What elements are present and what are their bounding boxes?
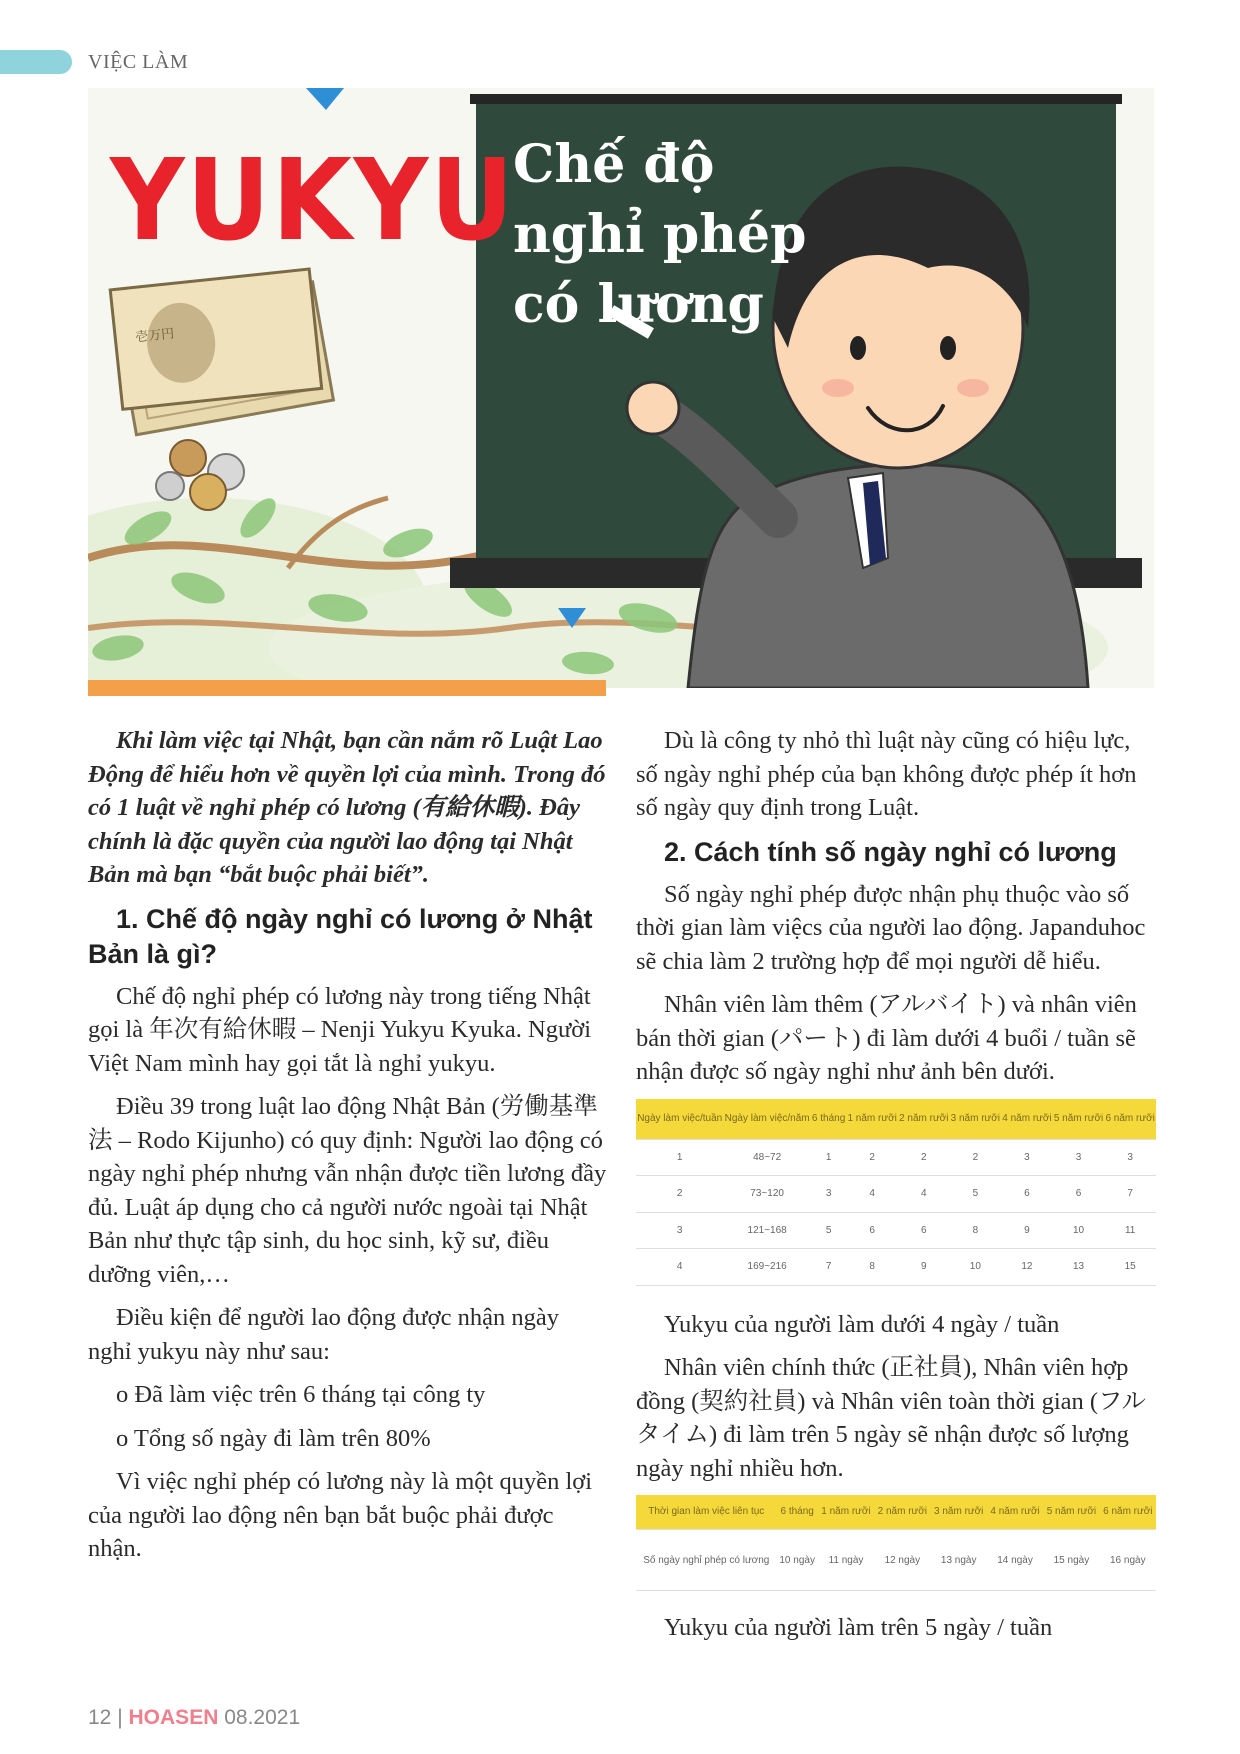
table-cell: 6	[898, 1212, 950, 1249]
body-paragraph: Số ngày nghỉ phép được nhận phụ thuộc vào số thời gian làm việcs của người lao động. Japanduhoc sẽ chia làm 2 trường hợp để mọi người dễ hiểu.	[636, 880, 1146, 975]
table-cell: Số ngày nghỉ phép có lương	[636, 1530, 777, 1591]
table-cell: 7	[811, 1249, 847, 1286]
accent-bar	[88, 680, 606, 696]
magazine-brand: HOASEN	[128, 1706, 219, 1729]
table-cell: 5	[950, 1176, 1002, 1213]
table-cell: 5	[811, 1212, 847, 1249]
table-header-cell: 1 năm rưỡi	[846, 1099, 898, 1140]
body-paragraph: Điều kiện để người lao động được nhận ngày nghỉ yukyu này như sau:	[88, 1304, 560, 1365]
table-header-cell: 6 tháng	[811, 1099, 847, 1140]
table-caption: Yukyu của người làm dưới 4 ngày / tuần	[664, 1310, 1060, 1338]
table-cell: 12	[1001, 1249, 1053, 1286]
table-row	[636, 1530, 1156, 1591]
board-title-line: có lương	[513, 274, 764, 335]
table-header-cell: 3 năm rưỡi	[931, 1495, 987, 1530]
left-column	[88, 724, 608, 1576]
table-header-cell: 2 năm rưỡi	[898, 1099, 950, 1140]
table-cell: 3	[1104, 1139, 1156, 1176]
table-row	[636, 1212, 1156, 1249]
table-caption: Yukyu của người làm trên 5 ngày / tuần	[664, 1614, 1053, 1641]
body-paragraph: Điều 39 trong luật lao động Nhật Bản (労働基準法 – Rodo Kijunho) có quy định: Người lao động có ngày nghỉ phép nhưng vẫn nhận được tiền lương đầy đủ. Luật áp dụng cho cả người nước ngoài tại Nhật Bản như thực tập sinh, du học sinh, kỹ sư, điều dưỡng viên,…	[88, 1093, 607, 1288]
hero-illustration	[88, 88, 1154, 688]
page-number: 12	[88, 1706, 112, 1729]
table-cell: 73~120	[723, 1176, 810, 1213]
table-cell: 13 ngày	[931, 1530, 987, 1591]
table-cell: 6	[1053, 1176, 1105, 1213]
table-cell: 7	[1104, 1176, 1156, 1213]
part-time-leave-table	[636, 1099, 1156, 1286]
board-title	[513, 130, 853, 340]
table-header-cell: 6 tháng	[777, 1495, 818, 1530]
table-cell: 1	[811, 1139, 847, 1176]
table-cell: 3	[811, 1176, 847, 1213]
table-cell: 2	[898, 1139, 950, 1176]
table-header-cell: Thời gian làm việc liên tục	[636, 1495, 777, 1530]
table-cell: 4	[898, 1176, 950, 1213]
table-row	[636, 1176, 1156, 1213]
table-cell: 9	[1001, 1212, 1053, 1249]
table-cell: 4	[846, 1176, 898, 1213]
condition-item: o Đã làm việc trên 6 tháng tại công ty	[116, 1381, 486, 1408]
table-cell: 14 ngày	[987, 1530, 1043, 1591]
full-time-leave-table	[636, 1495, 1156, 1591]
table-cell: 15	[1104, 1249, 1156, 1286]
table-header-cell: 5 năm rưỡi	[1053, 1099, 1105, 1140]
intro-paragraph: Khi làm việc tại Nhật, bạn cần nắm rõ Luật Lao Động để hiểu hơn về quyền lợi của mình. Trong đó có 1 luật về nghỉ phép có lương (有給休暇). Đây chính là đặc quyền của người lao động tại Nhật Bản mà bạn “bắt buộc phải biết”.	[88, 727, 606, 888]
table-cell: 10	[1053, 1212, 1105, 1249]
table-cell: 3	[1053, 1139, 1105, 1176]
footer-separator: |	[117, 1706, 123, 1729]
board-title-line: nghỉ phép	[513, 204, 807, 265]
table-cell: 6	[1001, 1176, 1053, 1213]
section-heading-1: 1. Chế độ ngày nghỉ có lương ở Nhật Bản là gì?	[88, 903, 593, 969]
section-label: VIỆC LÀM	[88, 51, 189, 73]
table-cell: 16 ngày	[1100, 1530, 1156, 1591]
table-cell: 48~72	[723, 1139, 810, 1176]
right-column	[636, 724, 1156, 1655]
body-paragraph: Chế độ nghỉ phép có lương này trong tiếng Nhật gọi là 年次有給休暇 – Nenji Yukyu Kyuka. Người Việt Nam mình hay gọi tắt là nghỉ yukyu.	[88, 982, 592, 1077]
table-header-cell: Ngày làm việc/năm	[723, 1099, 810, 1140]
table-cell: 10	[950, 1249, 1002, 1286]
table-cell: 3	[636, 1212, 723, 1249]
table-cell: 12 ngày	[874, 1530, 930, 1591]
body-paragraph: Vì việc nghỉ phép có lương này là một quyền lợi của người lao động nên bạn bắt buộc phải được nhận.	[88, 1468, 593, 1562]
body-paragraph: Dù là công ty nhỏ thì luật này cũng có hiệu lực, số ngày nghỉ phép của bạn không được phép ít hơn số ngày quy định trong Luật.	[636, 727, 1137, 821]
table-cell: 169~216	[723, 1249, 810, 1286]
table-row	[636, 1139, 1156, 1176]
table-header-cell: 4 năm rưỡi	[1001, 1099, 1053, 1140]
table-header-cell: 3 năm rưỡi	[950, 1099, 1002, 1140]
table-cell: 11 ngày	[818, 1530, 874, 1591]
hero-headline: YUKYU	[110, 136, 516, 266]
table-header-cell: 2 năm rưỡi	[874, 1495, 930, 1530]
body-paragraph: Nhân viên chính thức (正社員), Nhân viên hợp đồng (契約社員) và Nhân viên toàn thời gian (フルタイム) đi làm trên 5 ngày sẽ nhận được số lượng ngày nghỉ nhiều hơn.	[636, 1354, 1147, 1482]
table-cell: 13	[1053, 1249, 1105, 1286]
table-cell: 9	[898, 1249, 950, 1286]
table-cell: 4	[636, 1249, 723, 1286]
board-title-line: Chế độ	[513, 134, 715, 195]
condition-item: o Tổng số ngày đi làm trên 80%	[116, 1424, 431, 1452]
page-footer	[88, 1706, 300, 1730]
table-cell: 10 ngày	[777, 1530, 818, 1591]
table-cell: 2	[950, 1139, 1002, 1176]
table-header-cell: 1 năm rưỡi	[818, 1495, 874, 1530]
table-header-cell: 6 năm rưỡi	[1104, 1099, 1156, 1140]
table-cell: 3	[1001, 1139, 1053, 1176]
section-heading-2: 2. Cách tính số ngày nghỉ có lương	[664, 836, 1117, 867]
table-row	[636, 1249, 1156, 1286]
table-cell: 8	[950, 1212, 1002, 1249]
table-cell: 6	[846, 1212, 898, 1249]
table-cell: 2	[636, 1176, 723, 1213]
svg-text:壱万円: 壱万円	[134, 326, 175, 346]
table-cell: 2	[846, 1139, 898, 1176]
issue-date: 08.2021	[224, 1706, 301, 1729]
table-cell: 8	[846, 1249, 898, 1286]
table-header-cell: 4 năm rưỡi	[987, 1495, 1043, 1530]
table-cell: 121~168	[723, 1212, 810, 1249]
table-header-cell: Ngày làm việc/tuần	[636, 1099, 723, 1140]
section-tab	[0, 50, 72, 74]
body-paragraph: Nhân viên làm thêm (アルバイト) và nhân viên bán thời gian (パート) đi làm dưới 4 buổi / tuần sẽ nhận được số ngày nghỉ như ảnh bên dưới.	[636, 991, 1137, 1085]
table-header-cell: 6 năm rưỡi	[1100, 1495, 1156, 1530]
table-cell: 1	[636, 1139, 723, 1176]
table-header-cell: 5 năm rưỡi	[1043, 1495, 1099, 1530]
table-cell: 15 ngày	[1043, 1530, 1099, 1591]
table-cell: 11	[1104, 1212, 1156, 1249]
